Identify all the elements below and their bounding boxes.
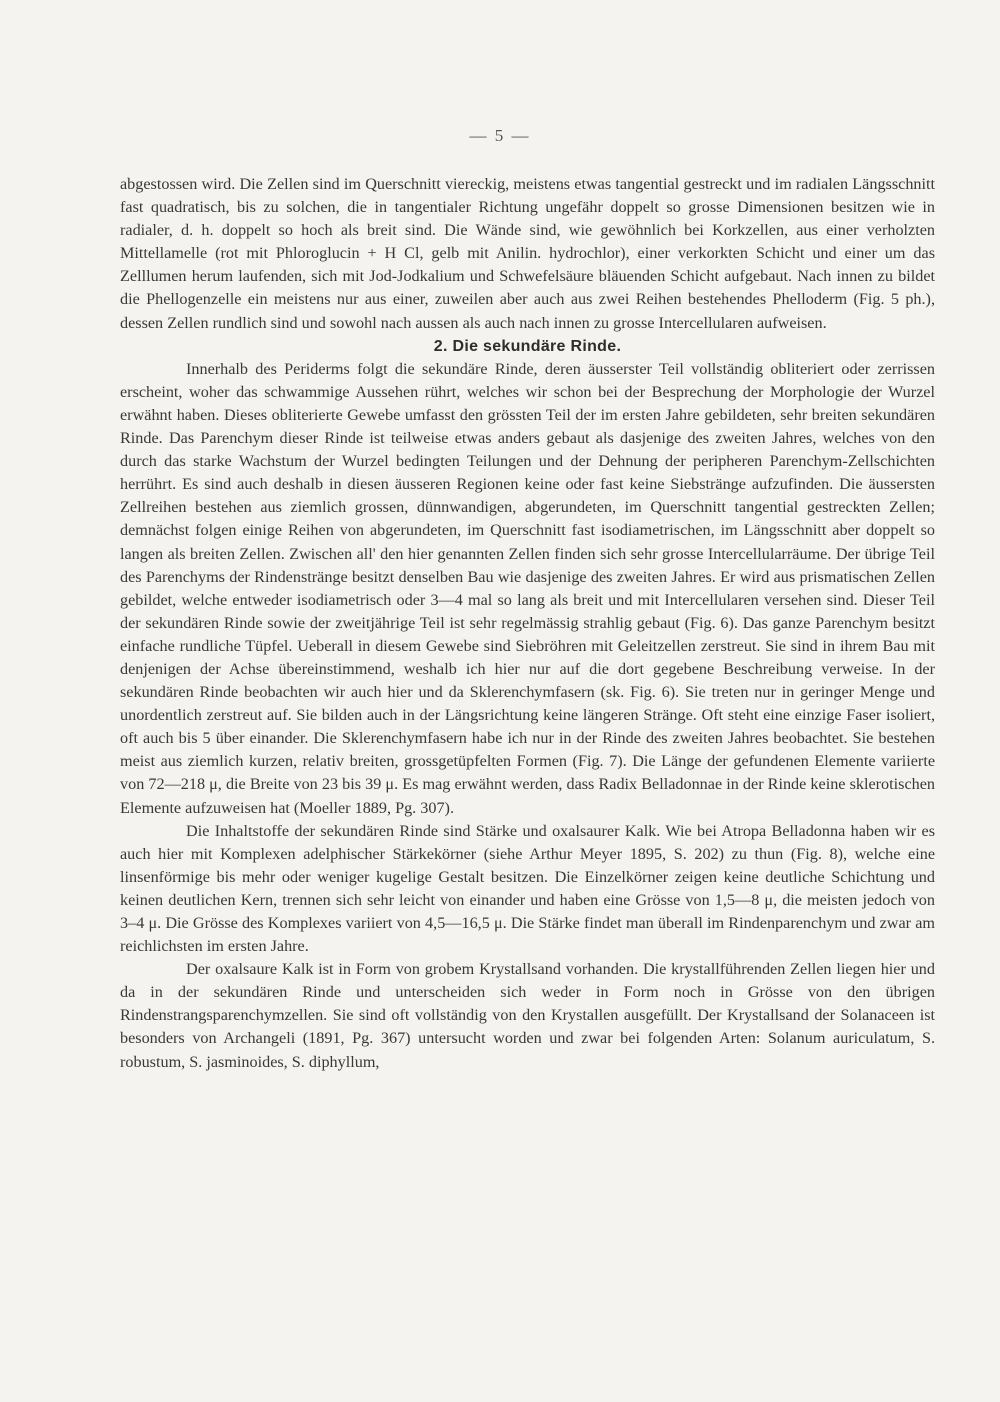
section-heading: 2. Die sekundäre Rinde. <box>433 337 622 355</box>
paragraph-contents-starch: Die Inhaltstoffe der sekundären Rinde sind Stärke und oxalsaurer Kalk. Wie bei Atropa Belladonna haben wir es auch hier mit Komplexen adelphischer Stärkekörner (siehe Arthur Meyer 1895, S. 202) zu thun (Fig. 8), welche eine linsenförmige bis mehr oder weniger kugelige Gestalt besitzen. Die Einzelkörner zeigen keine deutliche Schichtung und keinen deutlichen Kern, trennen sich sehr leicht von einander und haben eine Grösse von 1,5—8 μ, die meisten jedoch von 3–4 μ. Die Grösse des Komplexes variiert von 4,5—16,5 μ. Die Stärke findet man überall im Rindenparenchym und zwar am reichlichsten im ersten Jahre. <box>120 821 935 956</box>
body-text <box>120 173 935 1074</box>
paragraph-calcium-oxalate: Der oxalsaure Kalk ist in Form von grobem Krystallsand vorhanden. Die krystallführenden Zellen liegen hier und da in der sekundären Rinde und unterscheiden sich weder in Form noch in Grösse von den übrigen Rindenstrangsparenchymzellen. Sie sind oft vollständig von den Krystallen ausgefüllt. Der Krystallsand der Solanaceen ist besonders von Archangeli (1891, Pg. 367) untersucht worden und zwar bei folgenden Arten: Solanum auriculatum, S. robustum, S. jasminoides, S. diphyllum, <box>120 960 935 1071</box>
page-number: — 5 — <box>469 126 531 145</box>
paragraph-secondary-cortex: Innerhalb des Periderms folgt die sekundäre Rinde, deren äusserster Teil vollständig obliteriert oder zerrissen erscheint, woher das schwammige Aussehen rührt, welches wir schon bei der Besprechung der Morphologie der Wurzel erwähnt haben. Dieses obliterierte Gewebe umfasst den grössten Teil der im ersten Jahre gebildeten, sehr breiten sekundären Rinde. Das Parenchym dieser Rinde ist teilweise etwas anders gebaut als dasjenige des zweiten Jahres, welches von den durch das starke Wachstum der Wurzel bedingten Teilungen und der Dehnung der peripheren Parenchym-Zellschichten herrührt. Es sind auch deshalb in diesen äusseren Regionen keine oder fast keine Siebstränge aufzufinden. Die äussersten Zellreihen bestehen aus ziemlich grossen, dünnwandigen, abgerundeten, im Querschnitt tangential gestreckten Zellen; demnächst folgen einige Reihen von abgerundeten, im Querschnitt fast isodiametrischen, im Längsschnitt aber doppelt so langen als breiten Zellen. Zwischen all' den hier genannten Zellen finden sich sehr grosse Intercellularräume. Der übrige Teil des Parenchyms der Rindenstränge besitzt denselben Bau wie dasjenige des zweiten Jahres. Er wird aus prismatischen Zellen gebildet, welche entweder isodiametrisch oder 3—4 mal so lang als breit und mit Intercellularen versehen sind. Dieser Teil der sekundären Rinde sowie der zweitjährige Teil ist sehr regelmässig strahlig gebaut (Fig. 6). Das ganze Parenchym besitzt einfache rundliche Tüpfel. Ueberall in diesem Gewebe sind Siebröhren mit Geleitzellen zerstreut. Sie sind in ihrem Bau mit denjenigen der Achse übereinstimmend, weshalb ich hier nur auf die dort gegebene Beschreibung verweise. In der sekundären Rinde beobachten wir auch hier und da Sklerenchymfasern (sk. Fig. 6). Sie treten nur in geringer Menge und unordentlich zerstreut auf. Sie bilden auch in der Längsrichtung keine längeren Stränge. Oft steht eine einzige Faser isoliert, oft auch bis 5 über einander. Die Sklerenchymfasern habe ich nur in der Rinde des zweiten Jahres beobachtet. Sie bestehen meist aus ziemlich kurzen, relativ breiten, grossgetüpfelten Formen (Fig. 7). Die Länge der gefundenen Elemente variierte von 72—218 μ, die Breite von 23 bis 39 μ. Es mag erwähnt werden, dass Radix Belladonnae in der Rinde keine sklerotischen Elemente aufzuweisen hat (Moeller 1889, Pg. 307). <box>120 359 935 817</box>
paragraph-cork-cells: abgestossen wird. Die Zellen sind im Querschnitt viereckig, meistens etwas tangential gestreckt und im radialen Längsschnitt fast quadratisch, bis zu solchen, die in tangentialer Richtung ungefähr doppelt so grosse Dimensionen besitzen wie in radialer, d. h. doppelt so hoch als breit sind. Die Wände sind, wie gewöhnlich bei Korkzellen, aus einer verholzten Mittellamelle (rot mit Phloroglucin + H Cl, gelb mit Anilin. hydrochlor), einer verkorkten Schicht und einer um das Zelllumen herum laufenden, sich mit Jod-Jodkalium und Schwefelsäure bläuenden Schicht aufgebaut. Nach innen zu bildet die Phellogenzelle ein meistens nur aus einer, zuweilen aber auch aus zwei Reihen bestehendes Phelloderm (Fig. 5 ph.), dessen Zellen rundlich sind und sowohl nach aussen als auch nach innen zu grosse Intercellularen aufweisen. <box>120 175 935 332</box>
